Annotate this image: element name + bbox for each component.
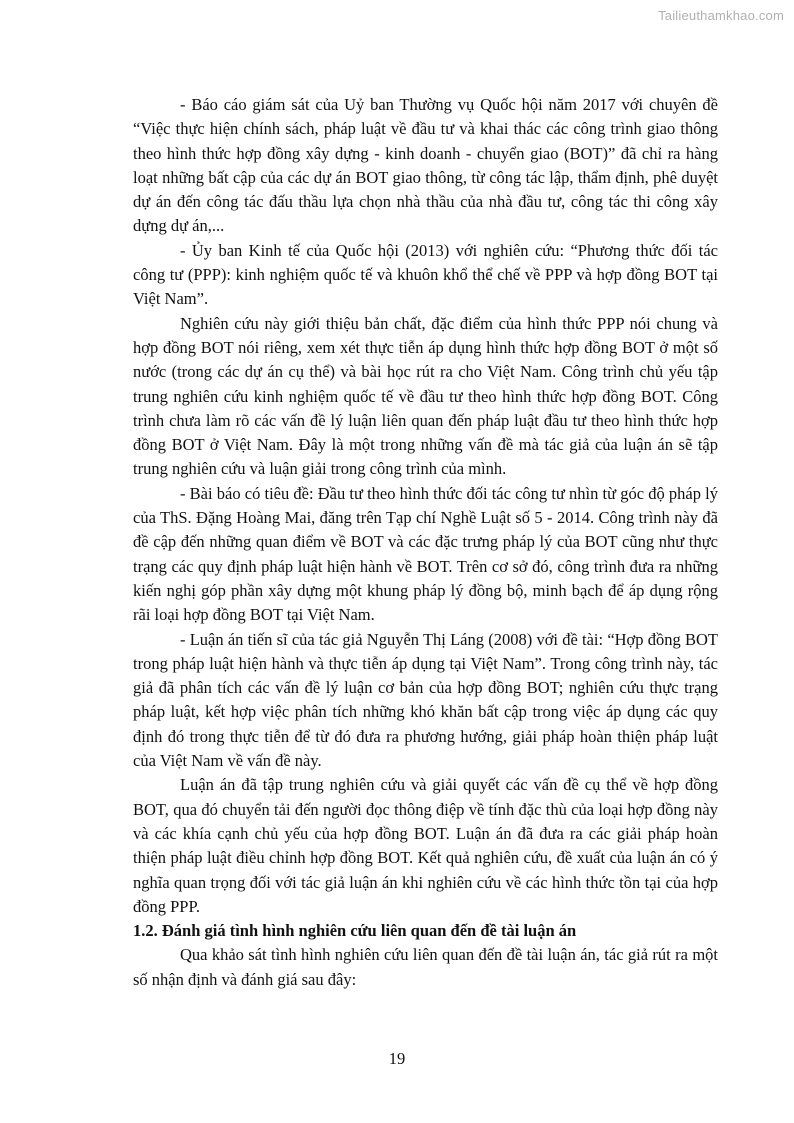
page-number: 19	[388, 1049, 406, 1068]
paragraph-closing: Qua khảo sát tình hình nghiên cứu liên quan đến đề tài luận án, tác giả rút ra một số nhận định và đánh giá sau đây:	[133, 945, 718, 989]
paragraph-ppp-study: Nghiên cứu này giới thiệu bản chất, đặc điểm của hình thức PPP nói chung và hợp đồng BOT nói riêng, xem xét thực tiễn áp dụng hình thức hợp đồng BOT ở một số nước (trong các dự án cụ thể) và bài học rút ra cho Việt Nam. Công trình chủ yếu tập trung nghiên cứu kinh nghiệm quốc tế về đầu tư theo hình thức hợp đồng BOT. Công trình chưa làm rõ các vấn đề lý luận liên quan đến pháp luật đầu tư theo hình thức hợp đồng BOT ở Việt Nam. Đây là một trong những vấn đề mà tác giả của luận án sẽ tập trung nghiên cứu và luận giải trong công trình của mình.	[133, 313, 718, 479]
paragraph-economic-committee: - Ủy ban Kinh tế của Quốc hội (2013) với nghiên cứu: “Phương thức đối tác công tư (PPP): kinh nghiệm quốc tế và khuôn khổ thể chế về PPP và hợp đồng BOT tại Việt Nam”.	[133, 240, 718, 309]
section-heading: 1.2. Đánh giá tình hình nghiên cứu liên quan đến đề tài luận án	[133, 921, 577, 941]
paragraph-doctoral-thesis: - Luận án tiến sĩ của tác giả Nguyễn Thị Láng (2008) với đề tài: “Hợp đồng BOT trong pháp luật hiện hành và thực tiễn áp dụng tại Việt Nam”. Trong công trình này, tác giả đã phân tích các vấn đề lý luận cơ bản của hợp đồng BOT; nghiên cứu thực trạng pháp luật, kết hợp việc phân tích những khó khăn bất cập trong việc áp dụng các quy định đó trong thực tiễn để từ đó đưa ra phương hướng, giải pháp hoàn thiện pháp luật của Việt Nam về vấn đề này.	[133, 629, 718, 771]
paragraph-monitoring-report: - Báo cáo giám sát của Uỷ ban Thường vụ Quốc hội năm 2017 với chuyên đề “Việc thực hiện chính sách, pháp luật về đầu tư và khai thác các công trình giao thông theo hình thức hợp đồng xây dựng - kinh doanh - chuyển giao (BOT)” đã chỉ ra hàng loạt những bất cập của các dự án BOT giao thông, từ công tác lập, thẩm định, phê duyệt dự án đến công tác đấu thầu lựa chọn nhà thầu của nhà đầu tư, công tác thi công xây dựng dự án,...	[133, 95, 718, 236]
page-body	[133, 93, 718, 992]
watermark: Tailieuthamkhao.com	[658, 8, 784, 23]
paragraph-thesis-focus: Luận án đã tập trung nghiên cứu và giải quyết các vấn đề cụ thể về hợp đồng BOT, qua đó chuyển tải đến người đọc thông điệp về tính đặc thù của loại hợp đồng này và các khía cạnh chủ yếu của hợp đồng BOT. Luận án đã đưa ra các giải pháp hoàn thiện pháp luật điều chỉnh hợp đồng BOT. Kết quả nghiên cứu, đề xuất của luận án có ý nghĩa quan trọng đối với tác giả luận án khi nghiên cứu về các hình thức tồn tại của hợp đồng PPP.	[133, 775, 718, 916]
paragraph-journal-article: - Bài báo có tiêu đề: Đầu tư theo hình thức đối tác công tư nhìn từ góc độ pháp lý của ThS. Đặng Hoàng Mai, đăng trên Tạp chí Nghề Luật số 5 - 2014. Công trình này đã đề cập đến những quan điểm về BOT và các đặc trưng pháp lý của BOT cũng như thực trạng các quy định pháp luật hiện hành về BOT. Trên cơ sở đó, công trình đưa ra những kiến nghị góp phần xây dựng một khung pháp lý đồng bộ, minh bạch để áp dụng rộng rãi loại hợp đồng BOT tại Việt Nam.	[133, 483, 718, 625]
